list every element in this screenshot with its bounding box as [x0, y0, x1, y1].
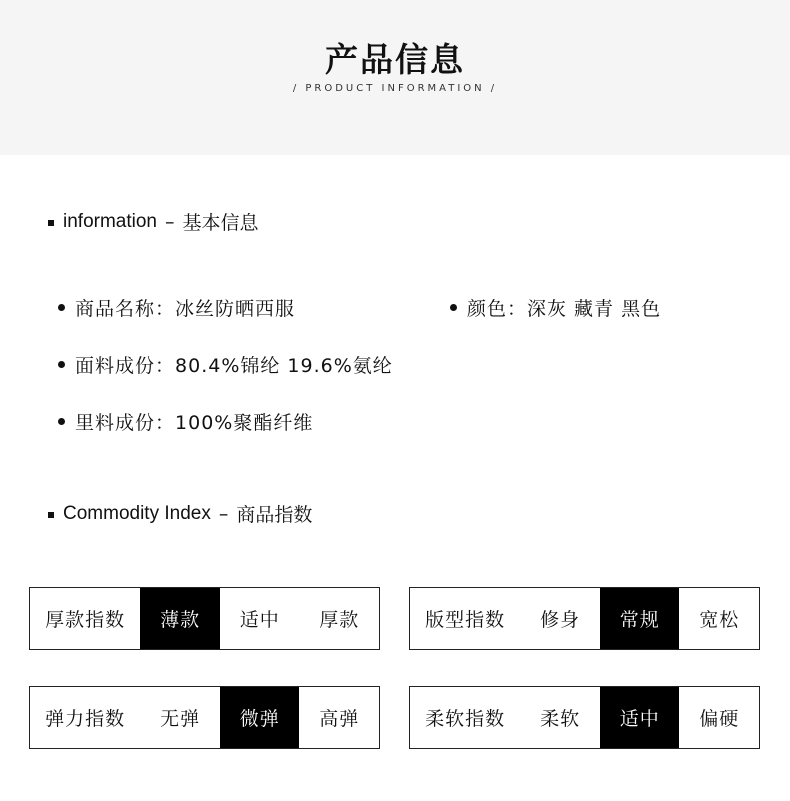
index-option: 柔软 — [540, 708, 581, 730]
index-label: 弹力指数 — [45, 708, 126, 730]
index-option: 修身 — [540, 609, 581, 631]
info-label: 颜色： — [467, 298, 528, 320]
index-label: 厚款指数 — [45, 609, 126, 631]
index-option: 微弹 — [220, 687, 300, 748]
index-softness — [409, 686, 760, 749]
index-option: 薄款 — [140, 588, 220, 649]
index-elasticity — [29, 686, 380, 749]
index-label: 柔软指数 — [425, 708, 506, 730]
info-value: 100%聚酯纤维 — [175, 412, 314, 434]
index-option: 适中 — [600, 687, 680, 748]
bullet-dot-icon — [450, 304, 457, 311]
info-value: 80.4%锦纶 19.6%氨纶 — [175, 355, 393, 377]
commodity-index-heading-cn: 商品指数 — [236, 504, 313, 526]
basic-info-heading-cn: 基本信息 — [182, 212, 259, 234]
info-label: 里料成份： — [75, 412, 176, 434]
info-item-color — [450, 294, 661, 321]
info-label: 面料成份： — [75, 355, 176, 377]
square-bullet-icon — [48, 512, 54, 518]
info-label: 商品名称： — [75, 298, 176, 320]
page-header — [0, 0, 790, 155]
info-value: 冰丝防晒西服 — [175, 298, 296, 320]
index-option: 高弹 — [319, 708, 360, 730]
commodity-index-heading — [48, 500, 312, 527]
bullet-dot-icon — [58, 418, 65, 425]
index-fit — [409, 587, 760, 650]
index-label: 版型指数 — [425, 609, 506, 631]
commodity-index-heading-en: Commodity Index — [63, 502, 211, 524]
basic-info-heading — [48, 208, 259, 235]
index-option: 常规 — [600, 588, 680, 649]
bullet-dot-icon — [58, 304, 65, 311]
heading-dash: – — [165, 210, 175, 233]
index-thickness — [29, 587, 380, 650]
info-item-name — [58, 294, 295, 321]
index-option: 无弹 — [160, 708, 201, 730]
index-option: 适中 — [239, 609, 280, 631]
info-value: 深灰 藏青 黑色 — [527, 298, 662, 320]
index-option: 偏硬 — [699, 708, 740, 730]
info-item-lining — [58, 408, 313, 435]
bullet-dot-icon — [58, 361, 65, 368]
page-title: 产品信息 — [325, 40, 465, 79]
index-option: 厚款 — [319, 609, 360, 631]
square-bullet-icon — [48, 220, 54, 226]
heading-dash: – — [218, 502, 229, 525]
page-subtitle: / PRODUCT INFORMATION / — [292, 83, 498, 94]
info-item-fabric — [58, 351, 393, 378]
index-option: 宽松 — [699, 609, 740, 631]
basic-info-heading-en: information — [63, 210, 157, 232]
